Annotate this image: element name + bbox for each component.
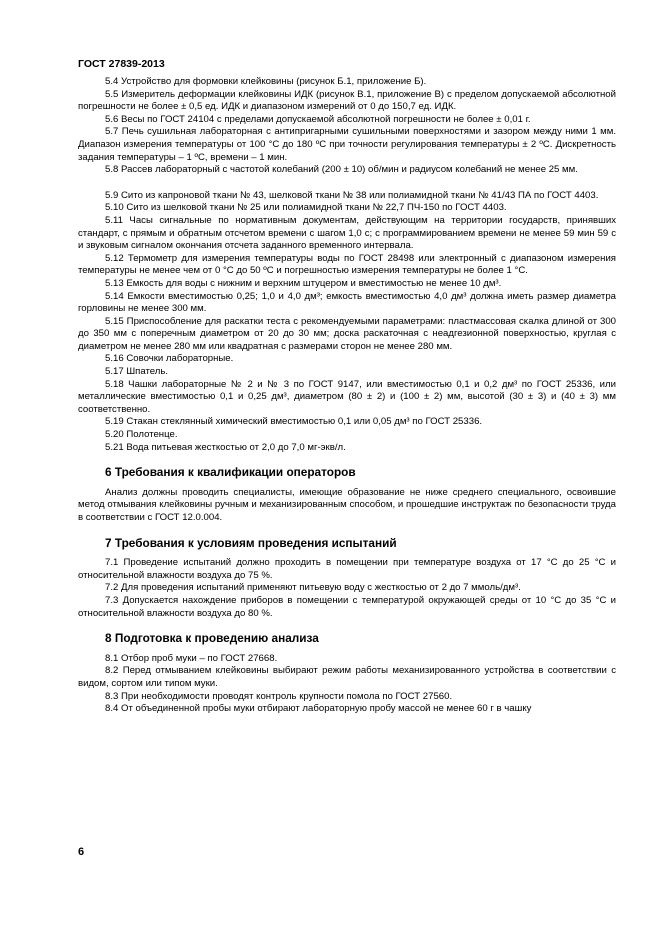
section-6-heading: 6 Требования к квалификации операторов — [105, 465, 356, 480]
paragraph-5-18: 5.18 Чашки лабораторные № 2 и № 3 по ГОСТ 9147, или вместимостью 0,1 и 0,2 дм³ по ГОСТ 25336, или металлические вместимостью 0,1 и 0,25 дм³, диаметром (80 ± 2) и (100 ± 2) мм, высотой (30 ± 3) и (40 ± 3) мм соответственно. — [78, 378, 616, 415]
paragraph-7-2: 7.2 Для проведения испытаний применяют питьевую воду с жесткостью от 2 до 7 ммоль/дм³. — [105, 582, 521, 594]
paragraph-8-4: 8.4 От объединенной пробы муки отбирают лабораторную пробу массой не менее 60 г в чашку — [105, 703, 532, 715]
paragraph-7-3: 7.3 Допускается нахождение приборов в помещении с температурой окружающей среды от 10 °С до 35 °С и относительной влажности воздуха до 80 %. — [78, 594, 616, 619]
paragraph-5-6: 5.6 Весы по ГОСТ 24104 с пределами допускаемой абсолютной погрешности не более ± 0,01 г. — [105, 113, 531, 125]
paragraph-5-16: 5.16 Совочки лабораторные. — [105, 353, 234, 365]
page-content — [78, 76, 616, 716]
paragraph-5-4: 5.4 Устройство для формовки клейковины (рисунок Б.1, приложение Б). — [105, 76, 427, 87]
section-8-heading: 8 Подготовка к проведению анализа — [105, 631, 319, 646]
paragraph-8-1: 8.1 Отбор проб муки – по ГОСТ 27668. — [105, 652, 278, 664]
paragraph-5-14: 5.14 Емкости вместимостью 0,25; 1,0 и 4,0 дм³; емкость вместимостью 4,0 дм³ должна иметь размер диаметра горловины не менее 300 мм. — [78, 290, 616, 315]
paragraph-5-19: 5.19 Стакан стеклянный химический вместимостью 0,1 или 0,05 дм³ по ГОСТ 25336. — [105, 416, 483, 428]
paragraph-5-21: 5.21 Вода питьевая жесткостью от 2,0 до 7,0 мг-экв/л. — [105, 441, 346, 453]
paragraph-5-8: 5.8 Рассев лабораторный с частотой колебаний (200 ± 10) об/мин и радиусом колебаний не менее 25 мм. — [105, 164, 578, 176]
paragraph-6: Анализ должны проводить специалисты, имеющие образование не ниже среднего специального, освоившие метод отмывания клейковины ручным и механизированным способом, и прошедшие инструктаж по безопасности труда в соответствии с ГОСТ 12.0.004. — [78, 486, 616, 523]
paragraph-5-13: 5.13 Емкость для воды с нижним и верхним штуцером и вместимостью не менее 10 дм³. — [105, 277, 502, 289]
page-number: 6 — [78, 846, 85, 858]
paragraph-5-12: 5.12 Термометр для измерения температуры воды по ГОСТ 28498 или электронный с диапазоном измерения температуры не менее чем от 0 °С до 50 ºС и погрешностью измерения температуры не более 1 °С. — [78, 252, 616, 277]
document-header: ГОСТ 27839-2013 — [78, 58, 165, 70]
paragraph-5-17: 5.17 Шпатель. — [105, 366, 169, 378]
paragraph-7-1: 7.1 Проведение испытаний должно проходить в помещении при температуре воздуха от 17 °С до 25 °С и относительной влажности воздуха до 75 %. — [78, 557, 616, 581]
paragraph-5-9: 5.9 Сито из капроновой ткани № 43, шелковой ткани № 38 или полиамидной ткани № 41/43 ПА по ГОСТ 4403. — [105, 189, 599, 201]
section-7-heading: 7 Требования к условиям проведения испытаний — [105, 535, 397, 550]
paragraph-5-7: 5.7 Печь сушильная лабораторная с антипригарными сушильными поверхностями и зазором между ними 1 мм. Диапазон измерения температуры от 100 °С до 180 ºС при точности регулирования температуры ± 2 ºС. Дискретность задания температуры – 1 ºС, времени – 1 мин. — [78, 126, 616, 163]
paragraph-5-15: 5.15 Приспособление для раскатки теста с рекомендуемыми параметрами: пластмассовая скалка длиной от 300 до 350 мм с поперечным диаметром от 20 до 30 мм; доска раскаточная с неадгезионной поверхностью, круглая с диаметром не менее 280 мм или квадратная с размерами сторон не менее 280 мм. — [78, 315, 616, 352]
paragraph-5-10: 5.10 Сито из шелковой ткани № 25 или полиамидной ткани № 22,7 ПЧ-150 по ГОСТ 4403. — [105, 202, 507, 214]
paragraph-5-11: 5.11 Часы сигнальные по нормативным документам, действующим на территории государств, принявших стандарт, с прямым и обратным отсчетом времени с шагом 1,0 с; с программированием времени не менее 59 мин 59 с и звуковым сигналом окончания отсчета заданного временного интервала. — [78, 214, 616, 252]
paragraph-5-20: 5.20 Полотенце. — [105, 429, 178, 441]
paragraph-8-2: 8.2 Перед отмыванием клейковины выбирают режим работы механизированного устройства в соответствии с видом, сортом или типом муки. — [78, 665, 616, 689]
paragraph-5-5: 5.5 Измеритель деформации клейковины ИДК (рисунок В.1, приложение В) с пределом допускаемой абсолютной погрешности не более ± 0,5 ед. ИДК и диапазоном измерений от 0 до 150,7 ед. ИДК. — [78, 88, 616, 113]
paragraph-8-3: 8.3 При необходимости проводят контроль крупности помола по ГОСТ 27560. — [105, 690, 453, 702]
